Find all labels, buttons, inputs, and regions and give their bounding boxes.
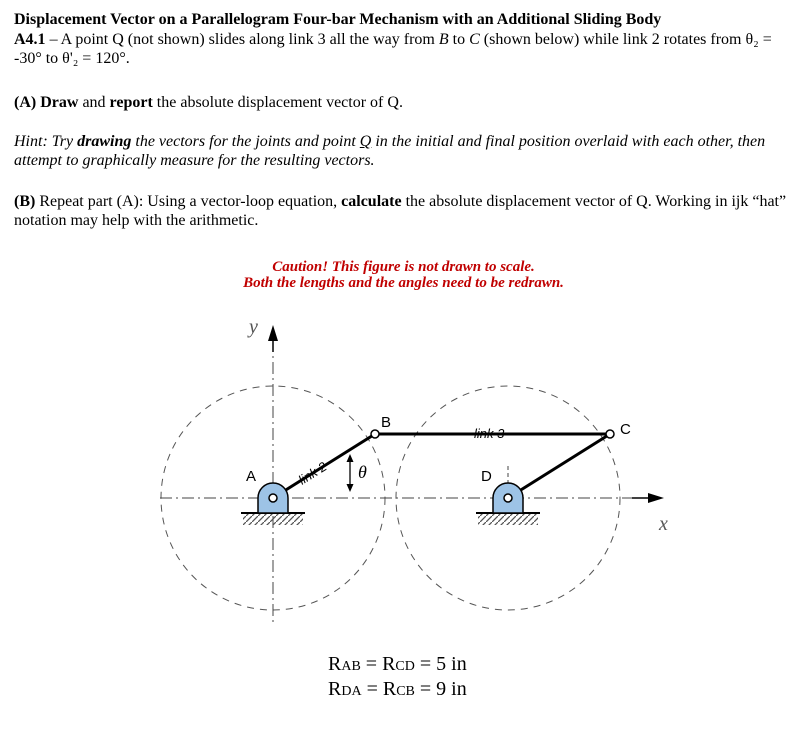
link-3-label: link 3 xyxy=(474,426,505,441)
part-a-text: and xyxy=(78,94,110,111)
label-a: A xyxy=(246,468,257,485)
label-b: B xyxy=(381,414,392,431)
part-b-text: Repeat part (A): Using a vector-loop equation, xyxy=(35,193,342,210)
theta-arrow-down xyxy=(347,484,354,492)
eq1-mid: = R xyxy=(360,653,396,675)
problem-text: (shown below) while link 2 rotates from θ₂ = -30° to θ'₂ = 120°. xyxy=(14,31,772,67)
problem-text: to xyxy=(448,31,470,48)
label-d: D xyxy=(481,468,492,485)
part-a-report: report xyxy=(109,94,153,111)
joint-c xyxy=(606,430,614,438)
eq1-r1: R xyxy=(328,653,342,675)
theta-arrow-up xyxy=(347,454,354,462)
problem-title: Displacement Vector on a Parallelogram Four-bar Mechanism with an Additional Sliding Body xyxy=(14,11,662,28)
equation-1 xyxy=(328,653,467,675)
eq2-sub2: CB xyxy=(396,684,415,699)
part-a-label: (A) xyxy=(14,94,37,111)
theta-label: θ xyxy=(358,462,367,482)
problem-text: – A point Q (not shown) slides along link 3 all the way from xyxy=(45,31,439,48)
x-axis-label: x xyxy=(659,513,668,535)
eq1-val: = 5 in xyxy=(414,653,467,675)
x-axis-arrow xyxy=(648,493,664,503)
eq1-sub2: CD xyxy=(395,659,415,674)
eq2-r1: R xyxy=(328,678,342,700)
part-a-text: the absolute displacement vector of Q. xyxy=(152,94,403,111)
part-b-label: (B) xyxy=(14,193,36,210)
eq2-sub1: DA xyxy=(341,684,362,699)
link-2-label: link 2 xyxy=(295,458,330,488)
part-a-draw: Draw xyxy=(40,94,79,111)
pin-a xyxy=(269,494,277,502)
ground-d-hatch xyxy=(478,513,538,525)
pin-d xyxy=(504,494,512,502)
part-b-text: the absolute displacement vector of Q. Working in ijk “hat” notation may help with the arithmetic. xyxy=(14,193,787,229)
label-c: C xyxy=(620,421,631,438)
hint-text: the vectors for the joints and point xyxy=(131,133,360,150)
ground-a-hatch xyxy=(243,513,303,525)
hint-point-q: Q xyxy=(359,133,372,150)
equation-2 xyxy=(328,678,467,700)
point-b-ref: B xyxy=(438,31,449,48)
caution-line-1: Caution! This figure is not drawn to scale. xyxy=(272,259,535,275)
link-4 xyxy=(508,434,610,498)
hint-label: Hint: Try xyxy=(14,133,78,150)
y-axis-label: y xyxy=(249,316,258,338)
part-b-calculate: calculate xyxy=(341,193,402,210)
eq2-val: = 9 in xyxy=(414,678,467,700)
point-c-ref: C xyxy=(469,31,480,48)
caution-line-2: Both the lengths and the angles need to be redrawn. xyxy=(243,275,564,291)
hint-text: in the initial and final position overlaid with each other, then attempt to graphically measure for the resulting vectors. xyxy=(14,133,766,169)
hint-drawing: drawing xyxy=(77,133,132,150)
eq2-mid: = R xyxy=(361,678,397,700)
eq1-sub1: AB xyxy=(341,659,361,674)
joint-b xyxy=(371,430,379,438)
problem-number: A4.1 xyxy=(14,31,46,48)
